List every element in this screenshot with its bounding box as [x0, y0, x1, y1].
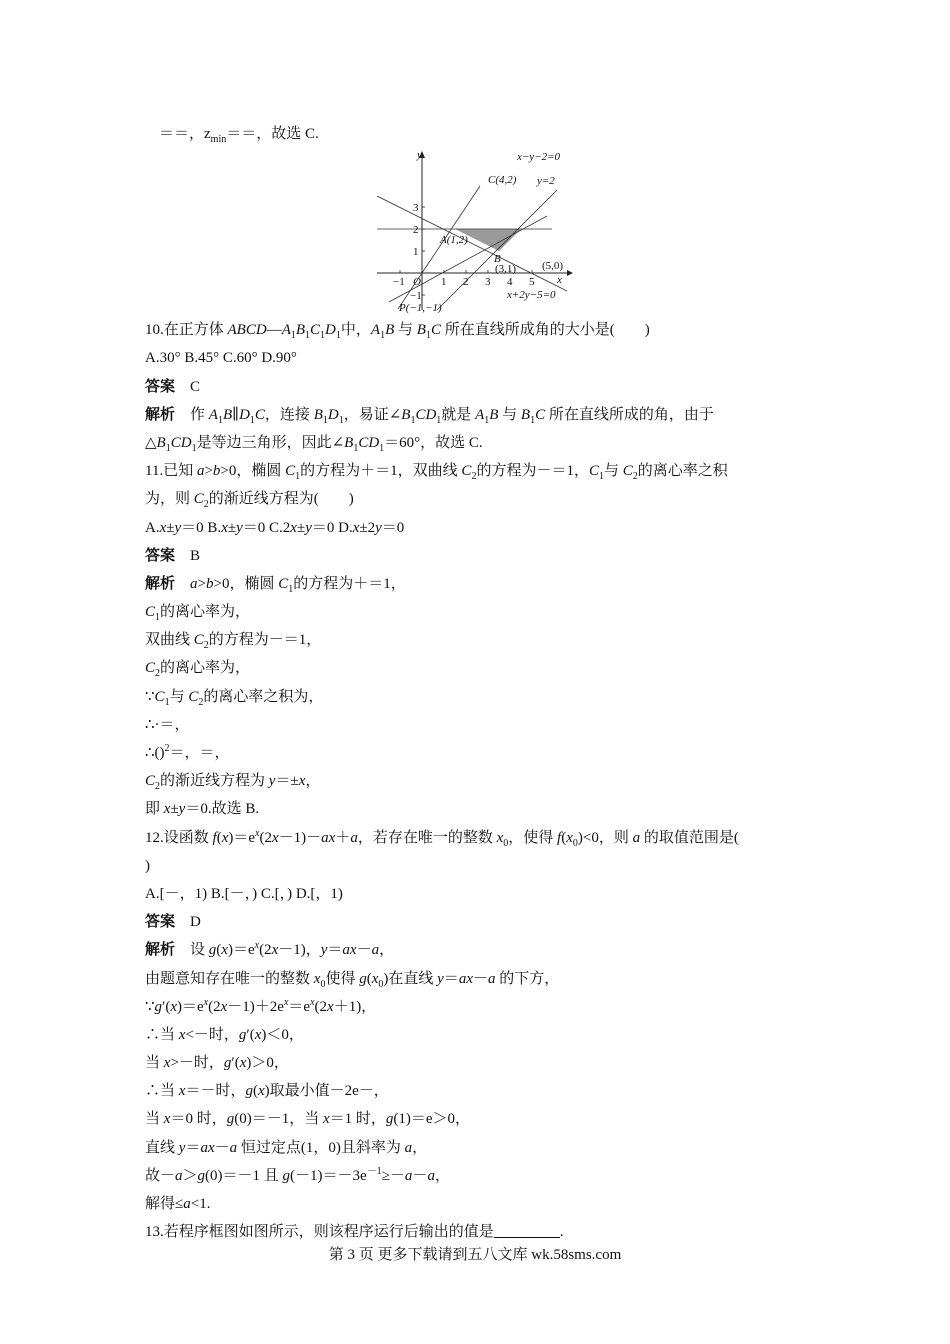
text-line: $\because g'(x)=e^x(2x-1)+2e^x=e^x(2x+1)$， [145, 996, 377, 1015]
text-line: 为，则 $C_2$的渐近线方程为( ) [145, 491, 354, 511]
label-point-b-coord: (3,1) [495, 263, 517, 276]
text-line: 答案 B [145, 547, 201, 564]
text-line: 答案 D [145, 914, 201, 931]
text-line: 解析 设 $g(x)=e^x(2x-1)$，y＝ax－a， [145, 940, 395, 959]
tick-x-4: 4 [507, 276, 513, 289]
tick-x-3: 3 [485, 276, 491, 289]
feasible-region-graph [377, 150, 577, 314]
text-line: 13.若程序框图如图所示，则该程序运行后输出的值是 . [145, 1224, 564, 1241]
text-line: 11.已知 a>b>0，椭圆 $C_1$的方程为＋＝1，双曲线 $C_2$的方程为－＝1，$C_1$与 $C_2$的离心率之积 [145, 463, 728, 483]
tick-x-1: 1 [441, 276, 447, 289]
tick-x-neg1: −1 [393, 276, 405, 289]
tick-y-neg1: −1 [410, 290, 422, 303]
text-line: $C_1$的离心率为， [145, 604, 251, 624]
label-point-50: (5,0) [542, 260, 564, 273]
text-line: ∴当 x<－时，g′(x)＜0， [145, 1026, 304, 1043]
label-line-x-minus-y: x−y−2=0 [517, 151, 561, 164]
document-body [145, 120, 810, 1246]
text-line: 12.设函数 $f(x)=e^x(2x-1)-ax+a$，若存在唯一的整数 $x_0$，使得 $f(x_0)<0$，则 a 的取值范围是( [145, 827, 739, 849]
text-line: 即 x±y＝0.故选 B. [145, 801, 260, 818]
label-line-x-plus-2y: x+2y−5=0 [507, 289, 556, 302]
text-line: ) [145, 857, 150, 874]
text-line: 答案 C [145, 378, 201, 395]
label-line-y2: y=2 [537, 175, 555, 188]
line-x-plus-2y [377, 196, 567, 291]
tick-x-2: 2 [463, 276, 469, 289]
text-line: A.[－，1) B.[－，) C.[，) D.[，1) [145, 885, 343, 902]
text-line: ＝＝，$z_{min}==$，故选 C. [159, 126, 319, 145]
text-line: 解析 a>b>0，椭圆 $C_1$的方程为＋＝1， [145, 575, 406, 595]
text-line: $\because C_1$与 $C_2$的离心率之积为， [145, 688, 324, 708]
x-axis-label: x [557, 274, 562, 287]
text-line: 解析 作 $A_1B\parallel D_1C$，连接 $B_1D_1$，易证$\angle B_1CD_1$就是 $A_1B$ 与 $B_1C$ 所在直线所成的角，由于 [145, 406, 714, 426]
origin-label: O [413, 276, 421, 289]
text-line: 直线 y＝ax－a 恒过定点(1，0)且斜率为 a， [145, 1139, 428, 1156]
tick-y-2: 2 [413, 224, 419, 237]
text-line: $\triangle B_1CD_1$是等边三角形，因此$\angle B_1CD_1=60^\circ$，故选 C. [145, 434, 483, 454]
tick-y-3: 3 [413, 202, 419, 215]
label-point-c: C(4,2) [488, 174, 517, 187]
page-footer: 第 3 页 更多下载请到五八文库 wk.58sms.com [328, 1247, 622, 1263]
linear-programming-figure [145, 148, 810, 316]
label-point-a: A(1,2) [440, 234, 468, 247]
text-line: 由题意知存在唯一的整数 $x_0$使得 $g(x_0)$在直线 y＝ax－a 的下方， [145, 970, 560, 990]
y-axis-label: y [417, 150, 422, 162]
text-line: 10.在正方体 $ABCD—A_1B_1C_1D_1$中，$A_1B$ 与 $B_1C$ 所在直线所成角的大小是( ) [145, 322, 650, 342]
x-axis-arrow [567, 270, 573, 276]
label-point-b: B [494, 253, 501, 266]
text-line: 当 x＝0 时，g(0)＝－1，当 x＝1 时，g(1)＝e＞0， [145, 1111, 471, 1128]
text-line: ∴()$^2$＝，＝， [145, 743, 230, 761]
text-line: 双曲线 $C_2$的方程为－＝1， [145, 632, 322, 652]
text-line: $C_2$的渐近线方程为 y＝±x， [145, 773, 321, 793]
line-end-period: . [559, 1224, 564, 1241]
text-line: A.30° B.45° C.60° D.90° [145, 350, 297, 367]
text-line: ∴·＝， [145, 716, 190, 733]
text-line: $C_2$的离心率为， [145, 660, 251, 680]
tick-x-5: 5 [529, 276, 535, 289]
tick-y-1: 1 [413, 246, 419, 259]
text-line: 故－a＞g(0)＝－1 且 $g(-1)=-3e^{-1}\ge-a-a$， [145, 1165, 450, 1184]
text-line: A.x±y＝0 B.x±y＝0 C.2x±y＝0 D.x±2y＝0 [145, 519, 405, 536]
text-line: ∴当 x＝－时，g(x)取最小值－2e－， [145, 1083, 389, 1100]
text-line: 解得≤a<1. [145, 1196, 211, 1212]
label-point-p: P(−1,−1) [399, 302, 442, 315]
answer-blank [494, 1223, 560, 1238]
text-line: 当 x>－时，g′(x)＞0， [145, 1055, 289, 1072]
